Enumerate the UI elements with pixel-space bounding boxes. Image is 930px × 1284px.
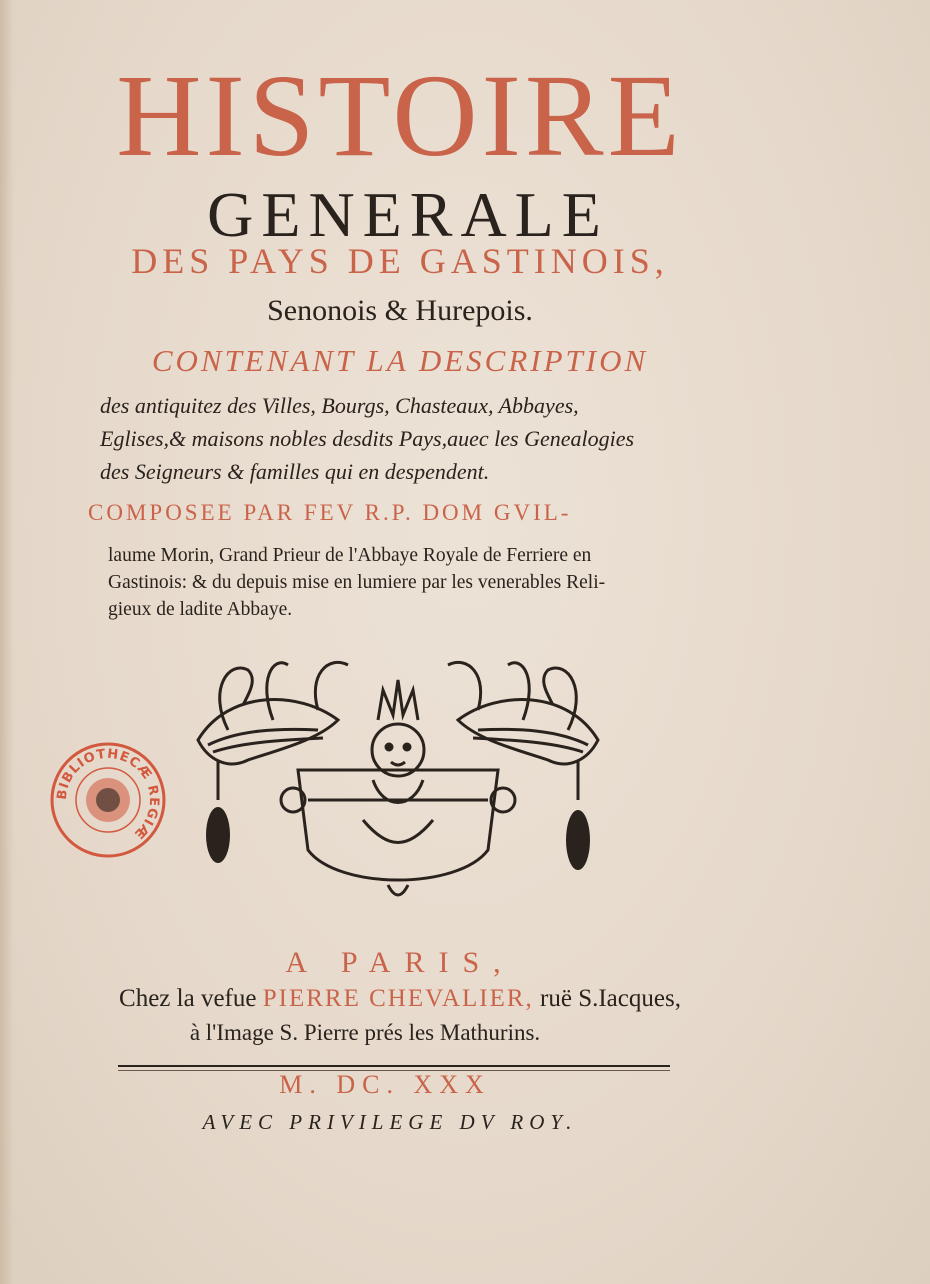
title-des-pays: DES PAYS DE GASTINOIS, [131, 241, 669, 281]
title-generale: GENERALE [207, 179, 609, 250]
imprint-address: à l'Image S. Pierre prés les Mathurins. [189, 1020, 541, 1045]
author-line: gieux de ladite Abbaye. [108, 599, 293, 620]
description-block [100, 389, 720, 488]
printer-prefix: Chez la vefue [119, 985, 257, 1012]
description-line: des Seigneurs & familles qui en despendent. [100, 459, 490, 484]
author-block [108, 542, 718, 623]
description-line: des antiquitez des Villes, Bourgs, Chasteaux, Abbayes, [100, 393, 579, 418]
author-line: laume Morin, Grand Prieur de l'Abbaye Royale de Ferriere en [108, 545, 592, 566]
composee-line: COMPOSEE PAR FEV R.P. DOM GVIL- [88, 500, 572, 525]
contenant-heading: CONTENANT LA DESCRIPTION [151, 343, 649, 378]
printer-name: PIERRE CHEVALIER, [262, 985, 534, 1012]
divider-rule [118, 1065, 670, 1067]
author-line: Gastinois: & du depuis mise en lumiere par les venerables Reli- [108, 572, 606, 593]
library-stamp-icon [48, 740, 168, 860]
heraldic-ornament-icon [188, 650, 608, 920]
printer-suffix: ruë S.Iacques, [540, 985, 681, 1012]
stamp-text: BIBLIOTHECÆ REGIÆ [54, 746, 162, 843]
imprint-city: A PARIS, [285, 946, 515, 979]
title-senonois: Senonois & Hurepois. [267, 294, 533, 327]
privilege-line: AVEC PRIVILEGE DV ROY. [202, 1110, 578, 1134]
description-line: Eglises,& maisons nobles desdits Pays,auec les Genealogies [100, 426, 635, 451]
imprint-printer [0, 985, 800, 1013]
imprint-year: M. DC. XXX [279, 1070, 491, 1099]
title-histoire: HISTOIRE [116, 50, 684, 181]
